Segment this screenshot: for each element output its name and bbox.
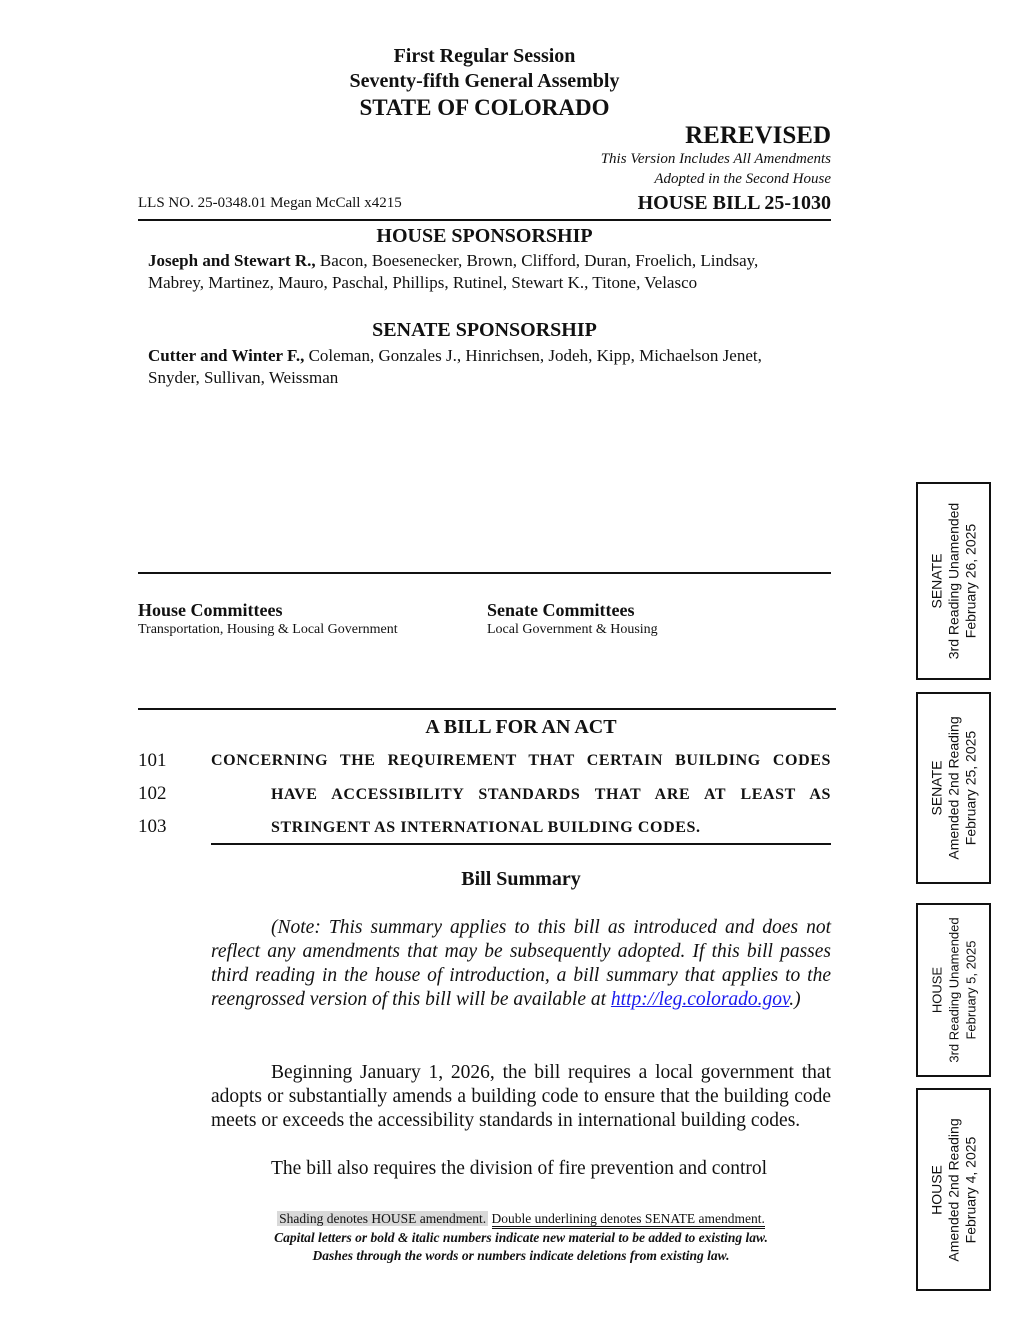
summary-note: [211, 916, 831, 1012]
senate-prime-sponsors: Cutter and Winter F.,: [148, 346, 305, 365]
state-label: STATE OF COLORADO: [359, 95, 610, 120]
house-cosponsors-line-2: Mabrey, Martinez, Mauro, Paschal, Phillips, Rutinel, Stewart K., Titone, Velasco: [148, 273, 698, 292]
summary-note-end: .): [789, 989, 801, 1010]
stamp-date: February 25, 2025: [962, 730, 978, 846]
session-label: First Regular Session: [393, 45, 576, 67]
act-title-line: CONCERNING THE REQUIREMENT THAT CERTAIN BUILDING CODES: [211, 752, 831, 769]
senate-committees-names: Local Government & Housing: [487, 622, 658, 637]
house-committees-heading: House Committees: [138, 600, 283, 620]
side-stamp-text: [928, 1118, 979, 1261]
senate-cosponsors-line-1: Coleman, Gonzales J., Hinrichsen, Jodeh, Kipp, Michaelson Jenet,: [304, 346, 762, 365]
side-stamp-text: [928, 503, 979, 659]
side-stamp: [916, 692, 991, 884]
act-title-line: HAVE ACCESSIBILITY STANDARDS THAT ARE AT LEAST AS: [271, 786, 831, 803]
bill-number: HOUSE BILL 25-1030: [637, 192, 831, 214]
version-label: REREVISED: [685, 122, 831, 149]
stamp-chamber: HOUSE: [928, 1164, 944, 1215]
senate-committees-heading: Senate Committees: [487, 600, 635, 620]
stamp-action: Amended 2nd Reading: [945, 1117, 961, 1262]
stamp-chamber: HOUSE: [929, 966, 944, 1014]
senate-underline-note: Double underlining denotes SENATE amendment.: [492, 1211, 765, 1229]
senate-sponsors: [148, 345, 848, 389]
line-number: 101: [138, 750, 167, 771]
stamp-action: 3rd Reading Unamended: [945, 502, 961, 660]
lls-number: LLS NO. 25-0348.01 Megan McCall x4215: [138, 195, 402, 211]
act-top-divider: [138, 708, 836, 710]
leg-colorado-link[interactable]: http://leg.colorado.gov: [610, 989, 790, 1010]
header-divider: [138, 219, 831, 221]
side-stamp: [916, 1088, 991, 1291]
act-title-line: STRINGENT AS INTERNATIONAL BUILDING CODES.: [271, 819, 701, 836]
summary-paragraph-1: Beginning January 1, 2026, the bill requires a local government that adopts or substantially amends a building code to ensure that the building code meets or exceeds the accessibility standards in international building codes.: [211, 1062, 831, 1131]
senate-sponsorship-heading: SENATE SPONSORSHIP: [372, 319, 597, 341]
house-committees-names: Transportation, Housing & Local Government: [138, 622, 398, 637]
side-stamp: [916, 903, 991, 1077]
footer-legend: [138, 1211, 904, 1227]
stamp-date: February 5, 2025: [963, 940, 978, 1040]
act-heading: A BILL FOR AN ACT: [425, 716, 617, 738]
house-sponsorship-heading: HOUSE SPONSORSHIP: [376, 225, 593, 247]
side-stamp-text: [928, 917, 979, 1062]
summary-heading: Bill Summary: [461, 868, 581, 890]
dashes-note: Dashes through the words or numbers indicate deletions from existing law.: [312, 1248, 730, 1263]
side-stamp-text: [928, 716, 979, 859]
house-sponsors: [148, 250, 848, 294]
stamp-action: Amended 2nd Reading: [945, 716, 961, 860]
committees-divider: [138, 572, 831, 574]
house-shading-note: Shading denotes HOUSE amendment.: [279, 1211, 487, 1226]
version-note-1: This Version Includes All Amendments: [600, 151, 831, 167]
stamp-action: 3rd Reading Unamended: [946, 917, 961, 1063]
stamp-chamber: SENATE: [928, 760, 944, 816]
line-number: 102: [138, 783, 167, 804]
line-number: 103: [138, 816, 167, 837]
act-bottom-divider: [211, 843, 831, 845]
stamp-date: February 26, 2025: [962, 523, 978, 639]
stamp-chamber: SENATE: [928, 553, 944, 609]
house-cosponsors-line-1: Bacon, Boesenecker, Brown, Clifford, Duran, Froelich, Lindsay,: [315, 251, 759, 270]
summary-paragraph-2: The bill also requires the division of fire prevention and control: [271, 1158, 768, 1179]
assembly-label: Seventy-fifth General Assembly: [349, 70, 620, 92]
side-stamp: [916, 482, 991, 680]
version-note-2: Adopted in the Second House: [654, 171, 831, 187]
stamp-date: February 4, 2025: [962, 1136, 978, 1243]
house-prime-sponsors: Joseph and Stewart R.,: [148, 251, 316, 270]
capitals-note: Capital letters or bold & italic numbers indicate new material to be added to existing law.: [274, 1230, 768, 1245]
senate-cosponsors-line-2: Snyder, Sullivan, Weissman: [148, 368, 339, 387]
summary-note-text: (Note: This summary applies to this bill as introduced and does not reflect any amendments that may be subsequently adopted. If this bill passes third reading in the house of introduction, a bill summary that applies to the reengrossed version of this bill will be available at: [211, 917, 831, 1010]
